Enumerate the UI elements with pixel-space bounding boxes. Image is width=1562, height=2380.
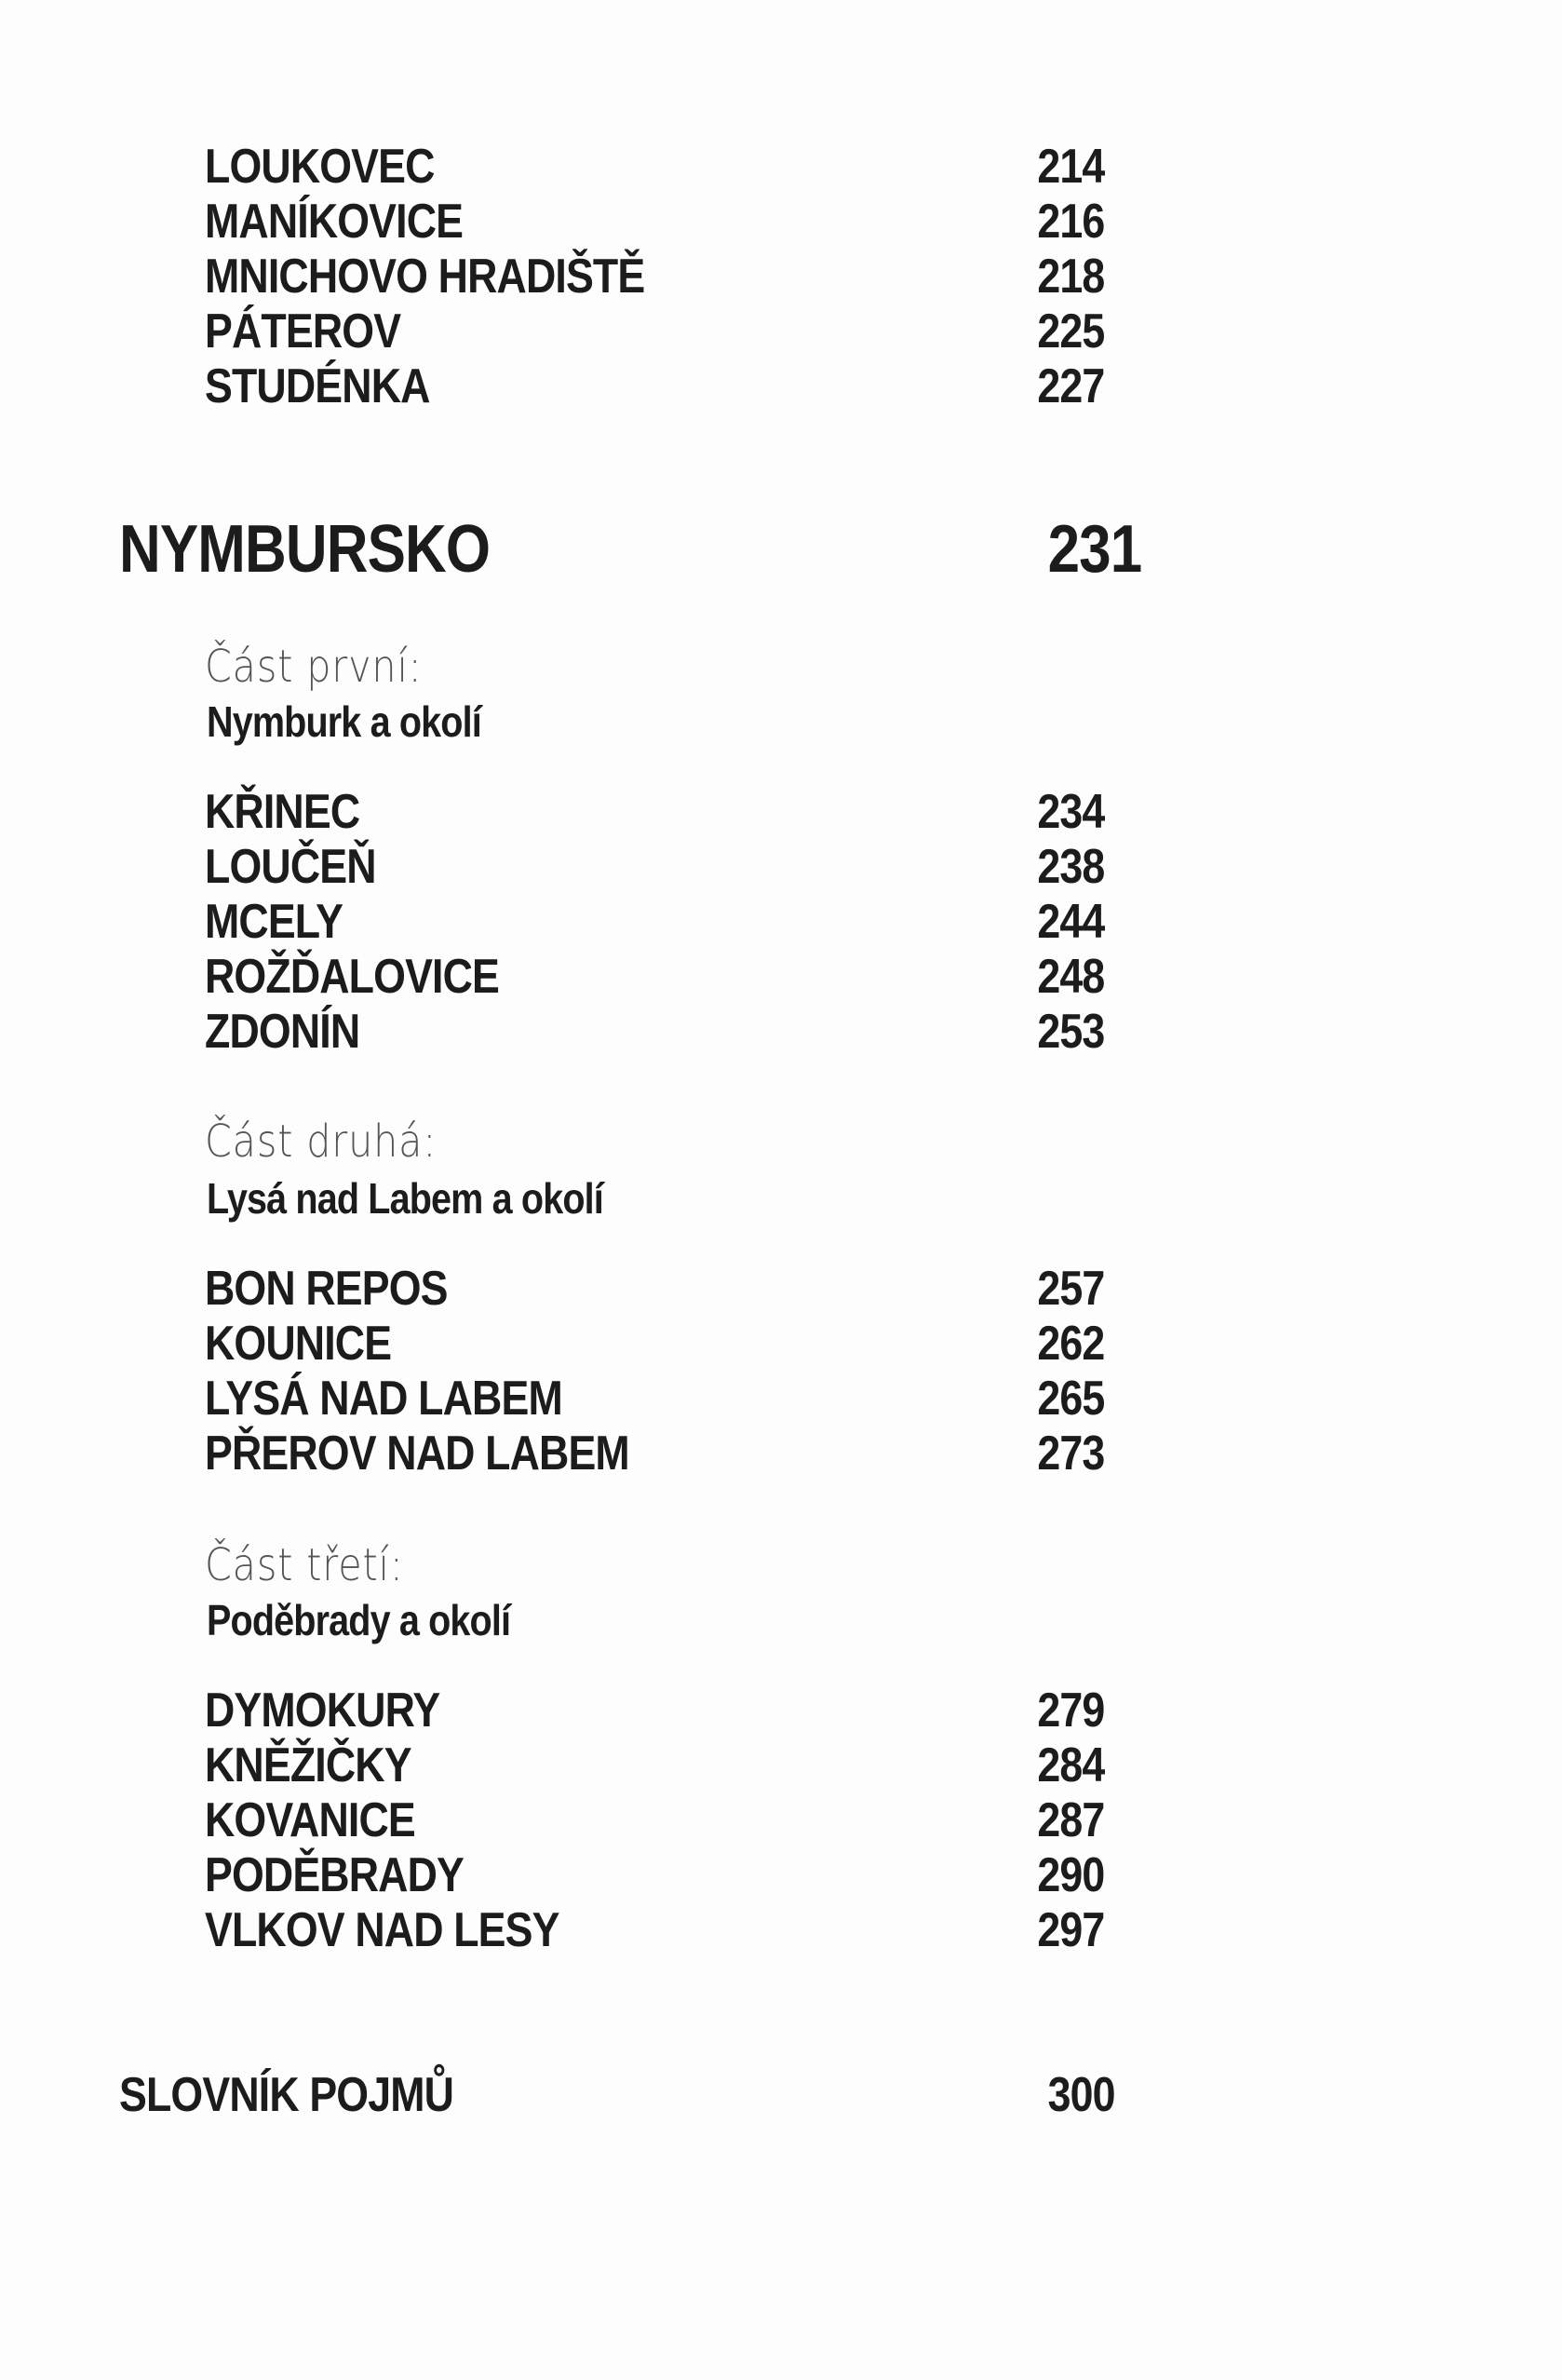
toc-entry	[205, 950, 1150, 1005]
entry-page: 290	[1037, 1848, 1105, 1902]
part-label: Část první:	[205, 641, 423, 693]
glossary-title: SLOVNÍK POJMŮ	[119, 2068, 454, 2122]
entry-page: 253	[1037, 1005, 1105, 1059]
entry-name: KŘINEC	[205, 785, 360, 839]
section-title: NYMBURSKO	[119, 512, 491, 587]
toc-entry	[205, 785, 1150, 840]
toc-entry	[205, 1005, 1150, 1060]
toc-entry	[205, 250, 1150, 304]
section-page: 231	[1047, 512, 1142, 587]
entry-name: KOUNICE	[205, 1317, 392, 1371]
toc-entry	[205, 1793, 1150, 1848]
entry-page: 284	[1037, 1738, 1105, 1792]
toc-entry	[205, 304, 1150, 359]
entry-name: BON REPOS	[205, 1262, 448, 1316]
toc-entry	[205, 1684, 1150, 1738]
entry-name: VLKOV NAD LESY	[205, 1903, 559, 1957]
toc-entry	[205, 895, 1150, 950]
part-title: Poděbrady a okolí	[207, 1596, 511, 1644]
toc-entry	[205, 1427, 1150, 1481]
entry-page: 214	[1037, 140, 1105, 194]
toc-entry	[205, 1372, 1150, 1427]
toc-entry	[205, 1262, 1150, 1317]
entry-name: PŘEROV NAD LABEM	[205, 1427, 629, 1481]
entry-name: MCELY	[205, 895, 343, 949]
glossary-page: 300	[1047, 2068, 1115, 2122]
entry-page: 257	[1037, 1262, 1105, 1316]
toc-entry	[205, 195, 1150, 250]
toc-entry	[205, 840, 1150, 895]
entry-page: 238	[1037, 840, 1105, 894]
part-label: Část druhá:	[205, 1116, 438, 1168]
toc-entry	[205, 1848, 1150, 1903]
toc-entry	[205, 1317, 1150, 1372]
toc-entry	[205, 1738, 1150, 1793]
part-title: Nymburk a okolí	[207, 697, 481, 746]
entry-page: 216	[1037, 195, 1105, 249]
entry-name: MNICHOVO HRADIŠTĚ	[205, 250, 645, 304]
entry-name: LOUKOVEC	[205, 140, 435, 194]
entry-page: 234	[1037, 785, 1105, 839]
entry-name: LYSÁ NAD LABEM	[205, 1372, 562, 1426]
entry-page: 218	[1037, 250, 1105, 304]
entry-page: 248	[1037, 950, 1105, 1004]
entry-name: MANÍKOVICE	[205, 195, 464, 249]
glossary-heading	[119, 2067, 1160, 2123]
entry-name: KOVANICE	[205, 1793, 415, 1847]
entry-name: DYMOKURY	[205, 1684, 440, 1738]
entry-page: 227	[1037, 359, 1105, 413]
entry-page: 225	[1037, 304, 1105, 358]
toc-entry	[205, 1903, 1150, 1958]
section-heading	[119, 512, 1160, 587]
part-title: Lysá nad Labem a okolí	[207, 1174, 603, 1223]
entry-page: 287	[1037, 1793, 1105, 1847]
entry-name: PODĚBRADY	[205, 1848, 465, 1902]
entry-page: 265	[1037, 1372, 1105, 1426]
entry-page: 273	[1037, 1427, 1105, 1481]
entry-name: PÁTEROV	[205, 304, 401, 358]
entry-name: STUDÉNKA	[205, 359, 430, 413]
toc-entry	[205, 140, 1150, 195]
entry-name: KNĚŽIČKY	[205, 1738, 411, 1792]
entry-name: ZDONÍN	[205, 1005, 360, 1059]
part-label: Část třetí:	[205, 1539, 404, 1591]
entry-page: 297	[1037, 1903, 1105, 1957]
toc-entry	[205, 359, 1150, 414]
entry-page: 279	[1037, 1684, 1105, 1738]
entry-name: ROŽĎALOVICE	[205, 950, 500, 1004]
entry-name: LOUČEŇ	[205, 840, 376, 894]
entry-page: 262	[1037, 1317, 1105, 1371]
entry-page: 244	[1037, 895, 1105, 949]
